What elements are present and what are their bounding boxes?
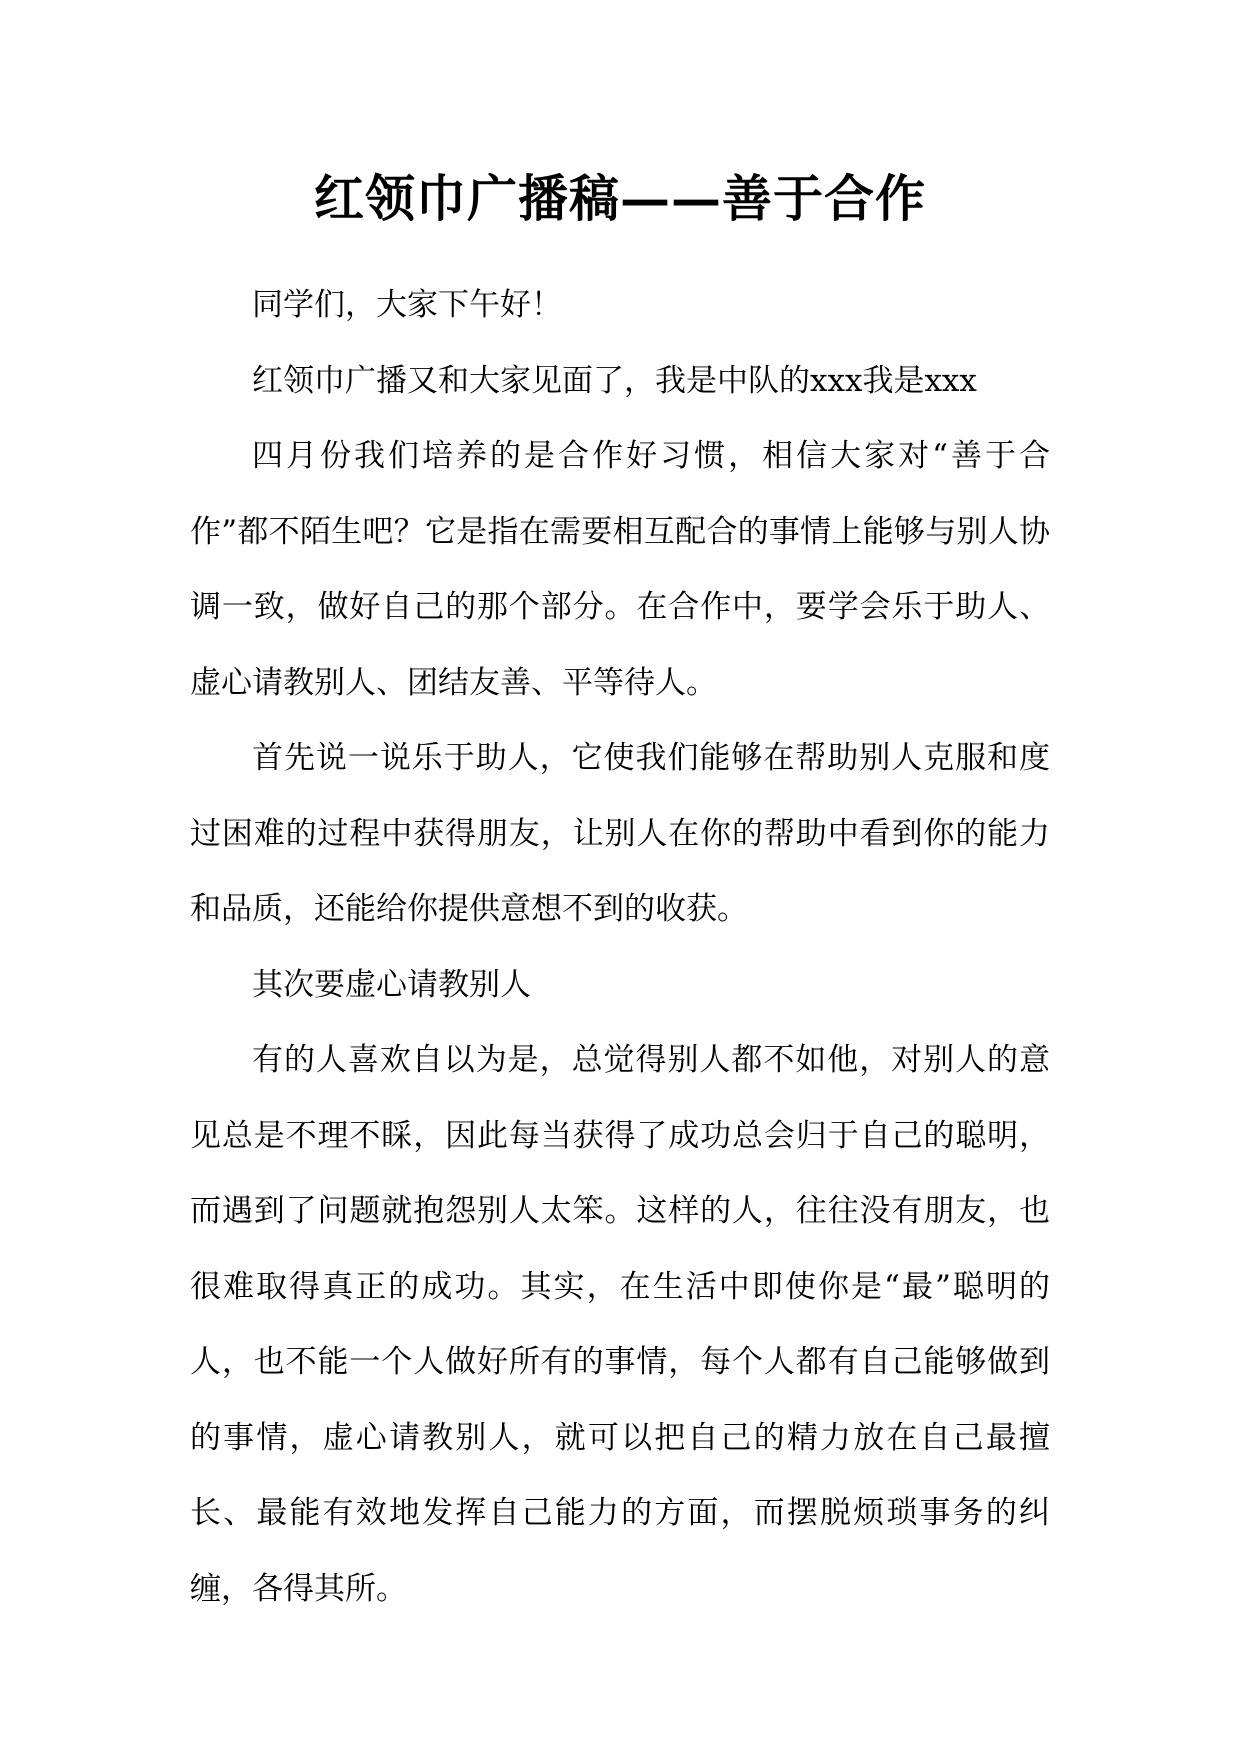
paragraph-ask-humbly-body: 有的人喜欢自以为是，总觉得别人都不如他，对别人的意见总是不理不睬，因此每当获得了成功总会归于自己的聪明，而遇到了问题就抱怨别人太笨。这样的人，往往没有朋友，也很难取得真正的成功。其实，在生活中即使你是“最”聪明的人，也不能一个人做好所有的事情，每个人都有自己能够做到的事情，虚心请教别人，就可以把自己的精力放在自己最擅长、最能有效地发挥自己能力的方面，而摆脱烦琐事务的纠缠，各得其所。 bbox=[190, 1042, 1050, 1607]
paragraph-greeting: 同学们，大家下午好！ bbox=[252, 287, 562, 323]
paragraph-introduction: 红领巾广播又和大家见面了，我是中队的xxx我是xxx bbox=[252, 362, 977, 399]
paragraph-helping-others: 首先说一说乐于助人，它使我们能够在帮助别人克服和度过困难的过程中获得朋友，让别人在你的帮助中看到你的能力和品质，还能给你提供意想不到的收获。 bbox=[190, 740, 1050, 927]
document-title: 红领巾广播稿——善于合作 bbox=[314, 169, 926, 228]
paragraph-ask-humbly-heading: 其次要虚心请教别人 bbox=[252, 966, 531, 1003]
paragraph-cooperation-habit: 四月份我们培养的是合作好习惯，相信大家对“善于合作”都不陌生吧？它是指在需要相互配合的事情上能够与别人协调一致，做好自己的那个部分。在合作中，要学会乐于助人、虚心请教别人、团结友善、平等待人。 bbox=[190, 438, 1050, 701]
document-body bbox=[190, 268, 1050, 1627]
